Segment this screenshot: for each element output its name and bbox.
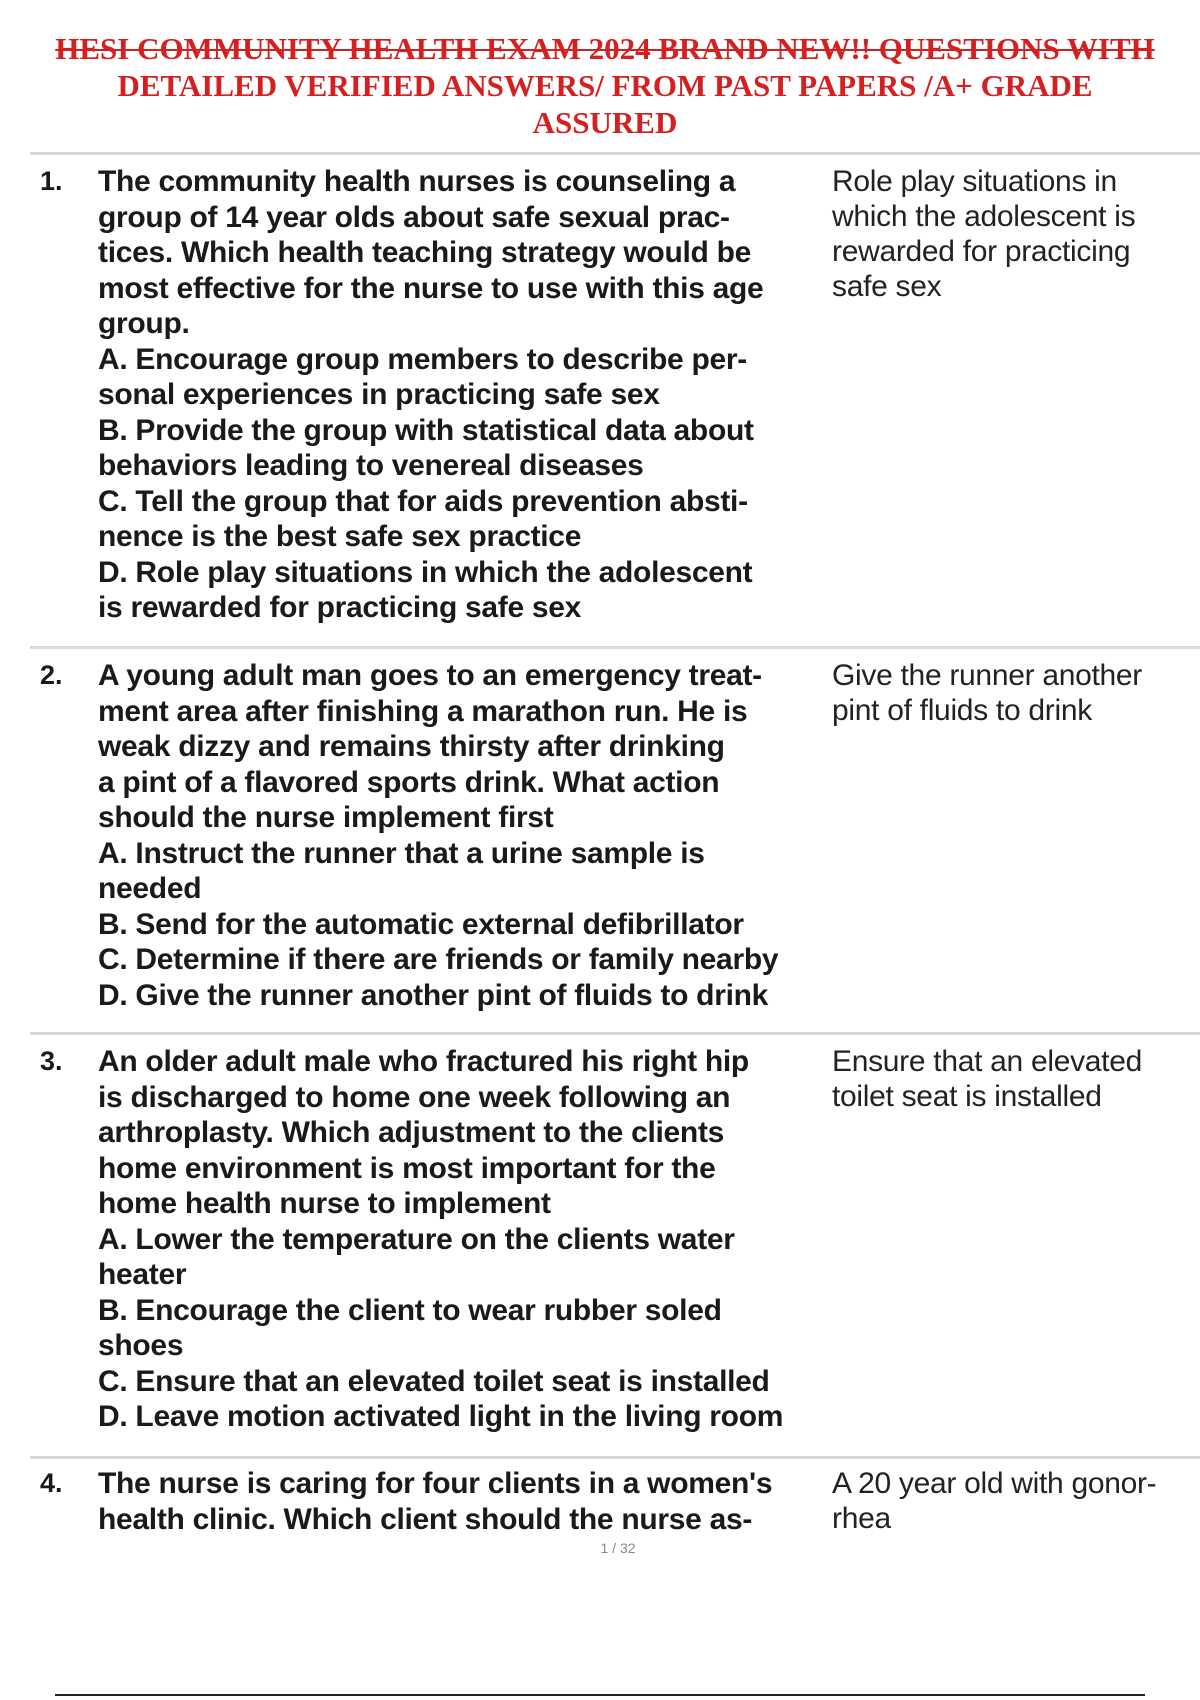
divider — [30, 646, 1200, 649]
answer-line: Ensure that an elevated — [832, 1045, 1142, 1078]
page-indicator: 1 / 32 — [600, 1540, 636, 1556]
option-line: C. Tell the group that for aids prevention absti- — [98, 484, 748, 518]
question-line: ment area after finishing a marathon run. He is — [98, 694, 748, 728]
option-line: behaviors leading to venereal diseases — [98, 449, 644, 482]
answer-line: which the adolescent is — [832, 200, 1136, 233]
question-line: The community health nurses is counseling a — [98, 165, 736, 198]
answer-text — [832, 1466, 1200, 1536]
option-line: A. Instruct the runner that a urine sample is — [98, 836, 705, 870]
answer-line: Role play situations in — [832, 165, 1117, 198]
option-line: C. Ensure that an elevated toilet seat is installed — [98, 1364, 770, 1398]
option-line: nence is the best safe sex practice — [98, 520, 582, 553]
answer-line: Give the runner another — [832, 659, 1142, 692]
title-line-2: DETAILED VERIFIED ANSWERS/ FROM PAST PAPERS /A+ GRADE — [117, 68, 1093, 103]
divider — [30, 1032, 1200, 1035]
answer-line: rhea — [832, 1502, 891, 1535]
question-number: 2. — [40, 660, 63, 690]
answer-line: A 20 year old with gonor- — [832, 1467, 1157, 1500]
option-line: C. Determine if there are friends or family nearby — [98, 943, 779, 976]
question-text — [98, 1466, 858, 1537]
question-line: is discharged to home one week following an — [98, 1080, 731, 1114]
answer-text — [832, 1044, 1200, 1114]
option-line: B. Encourage the client to wear rubber soled — [98, 1293, 722, 1327]
question-number: 3. — [40, 1046, 63, 1076]
answer-line: rewarded for practicing — [832, 235, 1131, 268]
question-line: home health nurse to implement — [98, 1187, 551, 1220]
option-line: B. Send for the automatic external defibrillator — [98, 907, 744, 941]
question-line: tices. Which health teaching strategy would be — [98, 236, 751, 269]
divider — [30, 152, 1200, 155]
question-line: The nurse is caring for four clients in a women's — [98, 1467, 773, 1500]
document-title — [30, 30, 1180, 141]
answer-line: toilet seat is installed — [832, 1080, 1102, 1113]
option-line: heater — [98, 1258, 187, 1291]
question-text — [98, 658, 858, 1013]
question-line: health clinic. Which client should the nurse as- — [98, 1502, 753, 1536]
question-line: An older adult male who fractured his right hip — [98, 1045, 749, 1078]
question-text — [98, 164, 858, 626]
option-line: A. Lower the temperature on the clients water — [98, 1222, 735, 1256]
question-line: weak dizzy and remains thirsty after drinking — [98, 730, 725, 763]
question-line: group. — [98, 307, 190, 340]
option-line: A. Encourage group members to describe per- — [98, 342, 747, 376]
option-line: B. Provide the group with statistical data about — [98, 413, 754, 447]
question-number: 4. — [40, 1468, 63, 1498]
question-line: should the nurse implement first — [98, 801, 554, 834]
title-line-3: ASSURED — [532, 105, 678, 140]
option-line: D. Give the runner another pint of fluids to drink — [98, 978, 769, 1012]
page-bottom-rule — [55, 1694, 1145, 1696]
option-line: needed — [98, 872, 202, 905]
question-line: most effective for the nurse to use with this age — [98, 271, 764, 305]
question-line: home environment is most important for the — [98, 1151, 716, 1185]
option-line: sonal experiences in practicing safe sex — [98, 378, 660, 411]
question-line: A young adult man goes to an emergency treat- — [98, 659, 762, 692]
answer-text — [832, 658, 1200, 728]
option-line: D. Role play situations in which the adolescent — [98, 555, 753, 589]
divider — [30, 1456, 1200, 1459]
option-line: shoes — [98, 1329, 184, 1362]
answer-line: pint of fluids to drink — [832, 694, 1092, 727]
question-line: group of 14 year olds about safe sexual prac- — [98, 200, 730, 234]
answer-line: safe sex — [832, 270, 942, 303]
answer-text — [832, 164, 1200, 304]
question-text — [98, 1044, 858, 1435]
question-line: a pint of a flavored sports drink. What action — [98, 765, 720, 799]
option-line: is rewarded for practicing safe sex — [98, 591, 582, 624]
question-line: arthroplasty. Which adjustment to the clients — [98, 1116, 725, 1149]
title-line-1: HESI COMMUNITY HEALTH EXAM 2024 BRAND NEW!! QUESTIONS WITH — [55, 31, 1155, 66]
question-number: 1. — [40, 166, 63, 196]
option-line: D. Leave motion activated light in the living room — [98, 1400, 784, 1433]
